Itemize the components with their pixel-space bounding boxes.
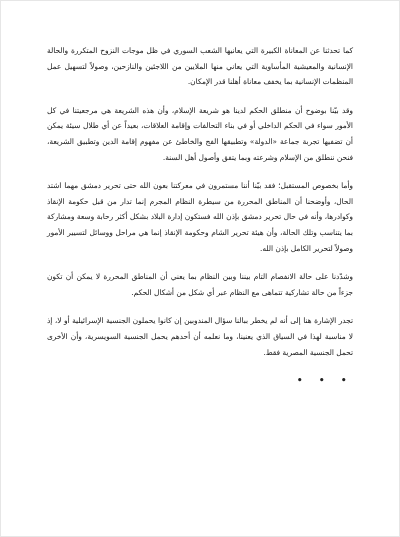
paragraph-separation: وشدّدنا على حالة الانفصام التام بيننا وبين النظام بما يعني أن المناطق المحررة لا يمكن أن تكون جزءاً من حالة تشاركية تتماهى مع النظام عبر أي شكل من أشكال الحكم.: [47, 272, 353, 297]
document-body: [47, 43, 353, 389]
paragraph-humanitarian: كما تحدثنا عن المعاناة الكبيرة التي يعانيها الشعب السوري في ظل موجات النزوح المتكررة والحالة الإنسانية والمعيشية المأساوية التي يعاني منها الملايين من اللاجئين والنازحين، وصولاً لتسهيل عمل المنظمات الإنسانية بما يخفف معاناة أهلنا قدر الإمكان.: [47, 46, 353, 87]
paragraph-future: وأما بخصوص المستقبل؛ فقد بيّنا أننا مستمرون في معركتنا بعون الله حتى تحرير دمشق مهما اشتد الحال، وأوضحنا أن المناطق المحررة من سيطرة النظام المجرم إنما تدار من قبل حكومة الإنقاذ وكوادرها، وأنه في حال تحرير دمشق بإذن الله فستكون إدارة البلاد بشكل أكثر رحابة وسعة ومشاركة بما يتناسب وتلك الحالة، وأن هيئة تحرير الشام وحكومة الإنقاذ إنما هي مراحل ووسائل لتسيير الأمور وصولاً لتحرير الكامل بإذن الله.: [47, 181, 353, 253]
section-separator: • • •: [296, 374, 353, 388]
paragraph-nationality: تجدر الإشارة هنا إلى أنه لم يخطر ببالنا سؤال المندوبين إن كانوا يحملون الجنسية الإسرائيلية أو لا، إذ لا مناسبة لهذا في السياق الذي يعنينا، وما نعلمه أن أحدهم يحمل الجنسية السويسرية، وأن الأخرى تحمل الجنسية المصرية فقط.: [47, 316, 353, 357]
paragraph-governance: وقد بيّنا بوضوح أن منطلق الحكم لدينا هو شريعة الإسلام، وأن هذه الشريعة هي مرجعيتنا في كل الأمور سواء في الحكم الداخلي أو في بناء التحالفات وإقامة العلاقات، بعيداً عن أي طلال سيئة يمكن أن تضفيها تجربة جماعة «الدولة» وتطبيقها الفج والخاطئ عن مفهوم إقامة الدين وتطبيق الشريعة، فنحن ننطلق من الإسلام وشرعته وبما يتفق وأصول أهل السنة.: [47, 105, 353, 162]
